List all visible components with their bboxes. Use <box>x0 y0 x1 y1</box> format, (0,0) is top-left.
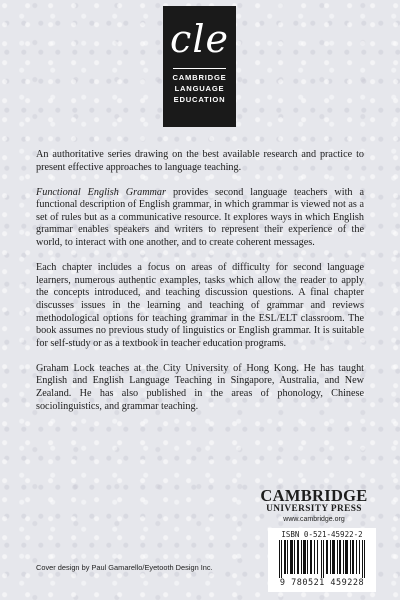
logo-divider <box>173 68 226 69</box>
author-bio: Graham Lock teaches at the City University of Hong Kong. He has taught English and English Language Teaching in Singapore, Australia, and New Zealand. He has also published in the areas of phonology, Chinese sociolinguistics, and grammar teaching. <box>36 362 364 412</box>
back-cover-blurb <box>36 149 364 426</box>
chapter-description: Each chapter includes a focus on areas of difficulty for second language learners, numerous authentic examples, tasks which allow the reader to apply the concepts introduced, and teaching discussion questions. A final chapter discusses issues in the learning and teaching of grammar and reviews methodological options for teaching grammar in the ESL/ELT classroom. The book assumes no previous study of linguistics or English grammar. It is suitable for self-study or as a textbook in teacher education programs. <box>36 262 364 349</box>
barcode-number: 9 780521 459228 <box>279 578 365 588</box>
barcode-box <box>268 528 376 592</box>
publisher-name: CAMBRIDGE <box>260 486 368 505</box>
isbn-label: ISBN 0-521-45922-2 <box>281 530 363 539</box>
series-logo <box>163 6 236 127</box>
book-description <box>36 187 364 250</box>
book-description-text: provides second language teachers with a functional description of English grammar, in which grammar is viewed not as a set of rules but as a communicative resource. It explores ways in which English grammar enables speakers and writers to represent their experience of the world, to interact with one another, and to create coherent messages. <box>36 186 364 249</box>
cover-credit: Cover design by Paul Gamarello/Eyetooth Design Inc. <box>36 563 213 572</box>
series-description: An authoritative series drawing on the best available research and practice to present effective approaches to language teaching. <box>36 149 364 173</box>
logo-line-2: LANGUAGE <box>174 84 225 93</box>
logo-line-3: EDUCATION <box>173 95 226 104</box>
book-title: Functional English Grammar <box>36 186 166 198</box>
logo-line-1: CAMBRIDGE <box>172 73 227 82</box>
barcode-icon <box>279 540 365 578</box>
publisher-subtitle: UNIVERSITY PRESS <box>266 504 362 514</box>
publisher-logo <box>254 487 374 524</box>
publisher-url[interactable]: www.cambridge.org <box>283 516 345 523</box>
logo-mark: cle <box>170 17 229 61</box>
